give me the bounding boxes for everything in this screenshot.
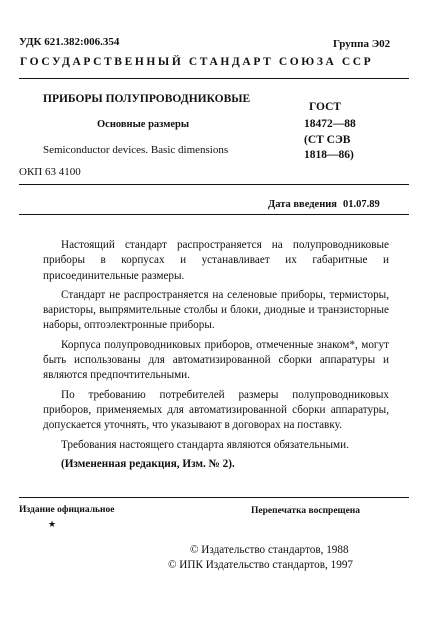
official-edition-label: Издание официальное xyxy=(19,505,115,515)
star-icon: ★ xyxy=(48,519,57,529)
gost-label: ГОСТ xyxy=(309,101,342,113)
copyright-line-1: © Издательство стандартов, 1988 xyxy=(190,544,349,556)
english-title: Semiconductor devices. Basic dimensions xyxy=(43,144,229,156)
udk-code: УДК 621.382:006.354 xyxy=(19,36,120,48)
group-code: Группа Э02 xyxy=(333,38,391,50)
amendment-note: (Измененная редакция, Изм. № 2). xyxy=(61,457,235,470)
paragraph-mandatory: Требования настоящего стандарта являются обязательными. xyxy=(61,438,349,451)
gost-number: 18472—88 xyxy=(304,118,356,130)
okp-code: ОКП 63 4100 xyxy=(19,166,81,178)
body-text xyxy=(43,238,389,476)
paragraph-exclusions: Стандарт не распространяется на селеновые приборы, термисторы, варисторы, выпрямительные столбы и блоки, диодные и транзисторные наборы, оптоэлектронные приборы. xyxy=(43,288,389,332)
effective-date-value: 01.07.89 xyxy=(343,199,380,210)
st-sev-number: 1818—86) xyxy=(304,149,354,161)
date-divider xyxy=(19,214,409,215)
document-subtitle: Основные размеры xyxy=(97,119,190,130)
paragraph-preferred-cases: Корпуса полупроводниковых приборов, отмеченные знаком*, могут быть использованы для автоматизированной сборки аппаратуры и являются предпочтительными. xyxy=(43,338,389,382)
document-title: ПРИБОРЫ ПОЛУПРОВОДНИКОВЫЕ xyxy=(43,93,251,105)
paragraph-scope: Настоящий стандарт распространяется на полупроводниковые приборы в корпусах и устанавливает их габаритные и присоединительные размеры. xyxy=(43,239,389,282)
organization-banner: ГОСУДАРСТВЕННЫЙ СТАНДАРТ СОЮЗА ССР xyxy=(20,56,374,68)
effective-date-label: Дата введения xyxy=(268,199,337,210)
paragraph-customer-requirements: По требованию потребителей размеры полупроводниковых приборов, применяемых для автоматизированной сборки аппаратуры, допускается уточнять, что указывают в договорах на поставку. xyxy=(43,388,389,432)
reprint-prohibited-label: Перепечатка воспрещена xyxy=(251,506,361,516)
copyright-line-2: © ИПК Издательство стандартов, 1997 xyxy=(168,559,354,571)
header-divider xyxy=(19,78,409,79)
footer-divider xyxy=(19,497,409,498)
st-sev-label: (СТ СЭВ xyxy=(304,134,351,146)
okp-divider xyxy=(19,184,409,185)
